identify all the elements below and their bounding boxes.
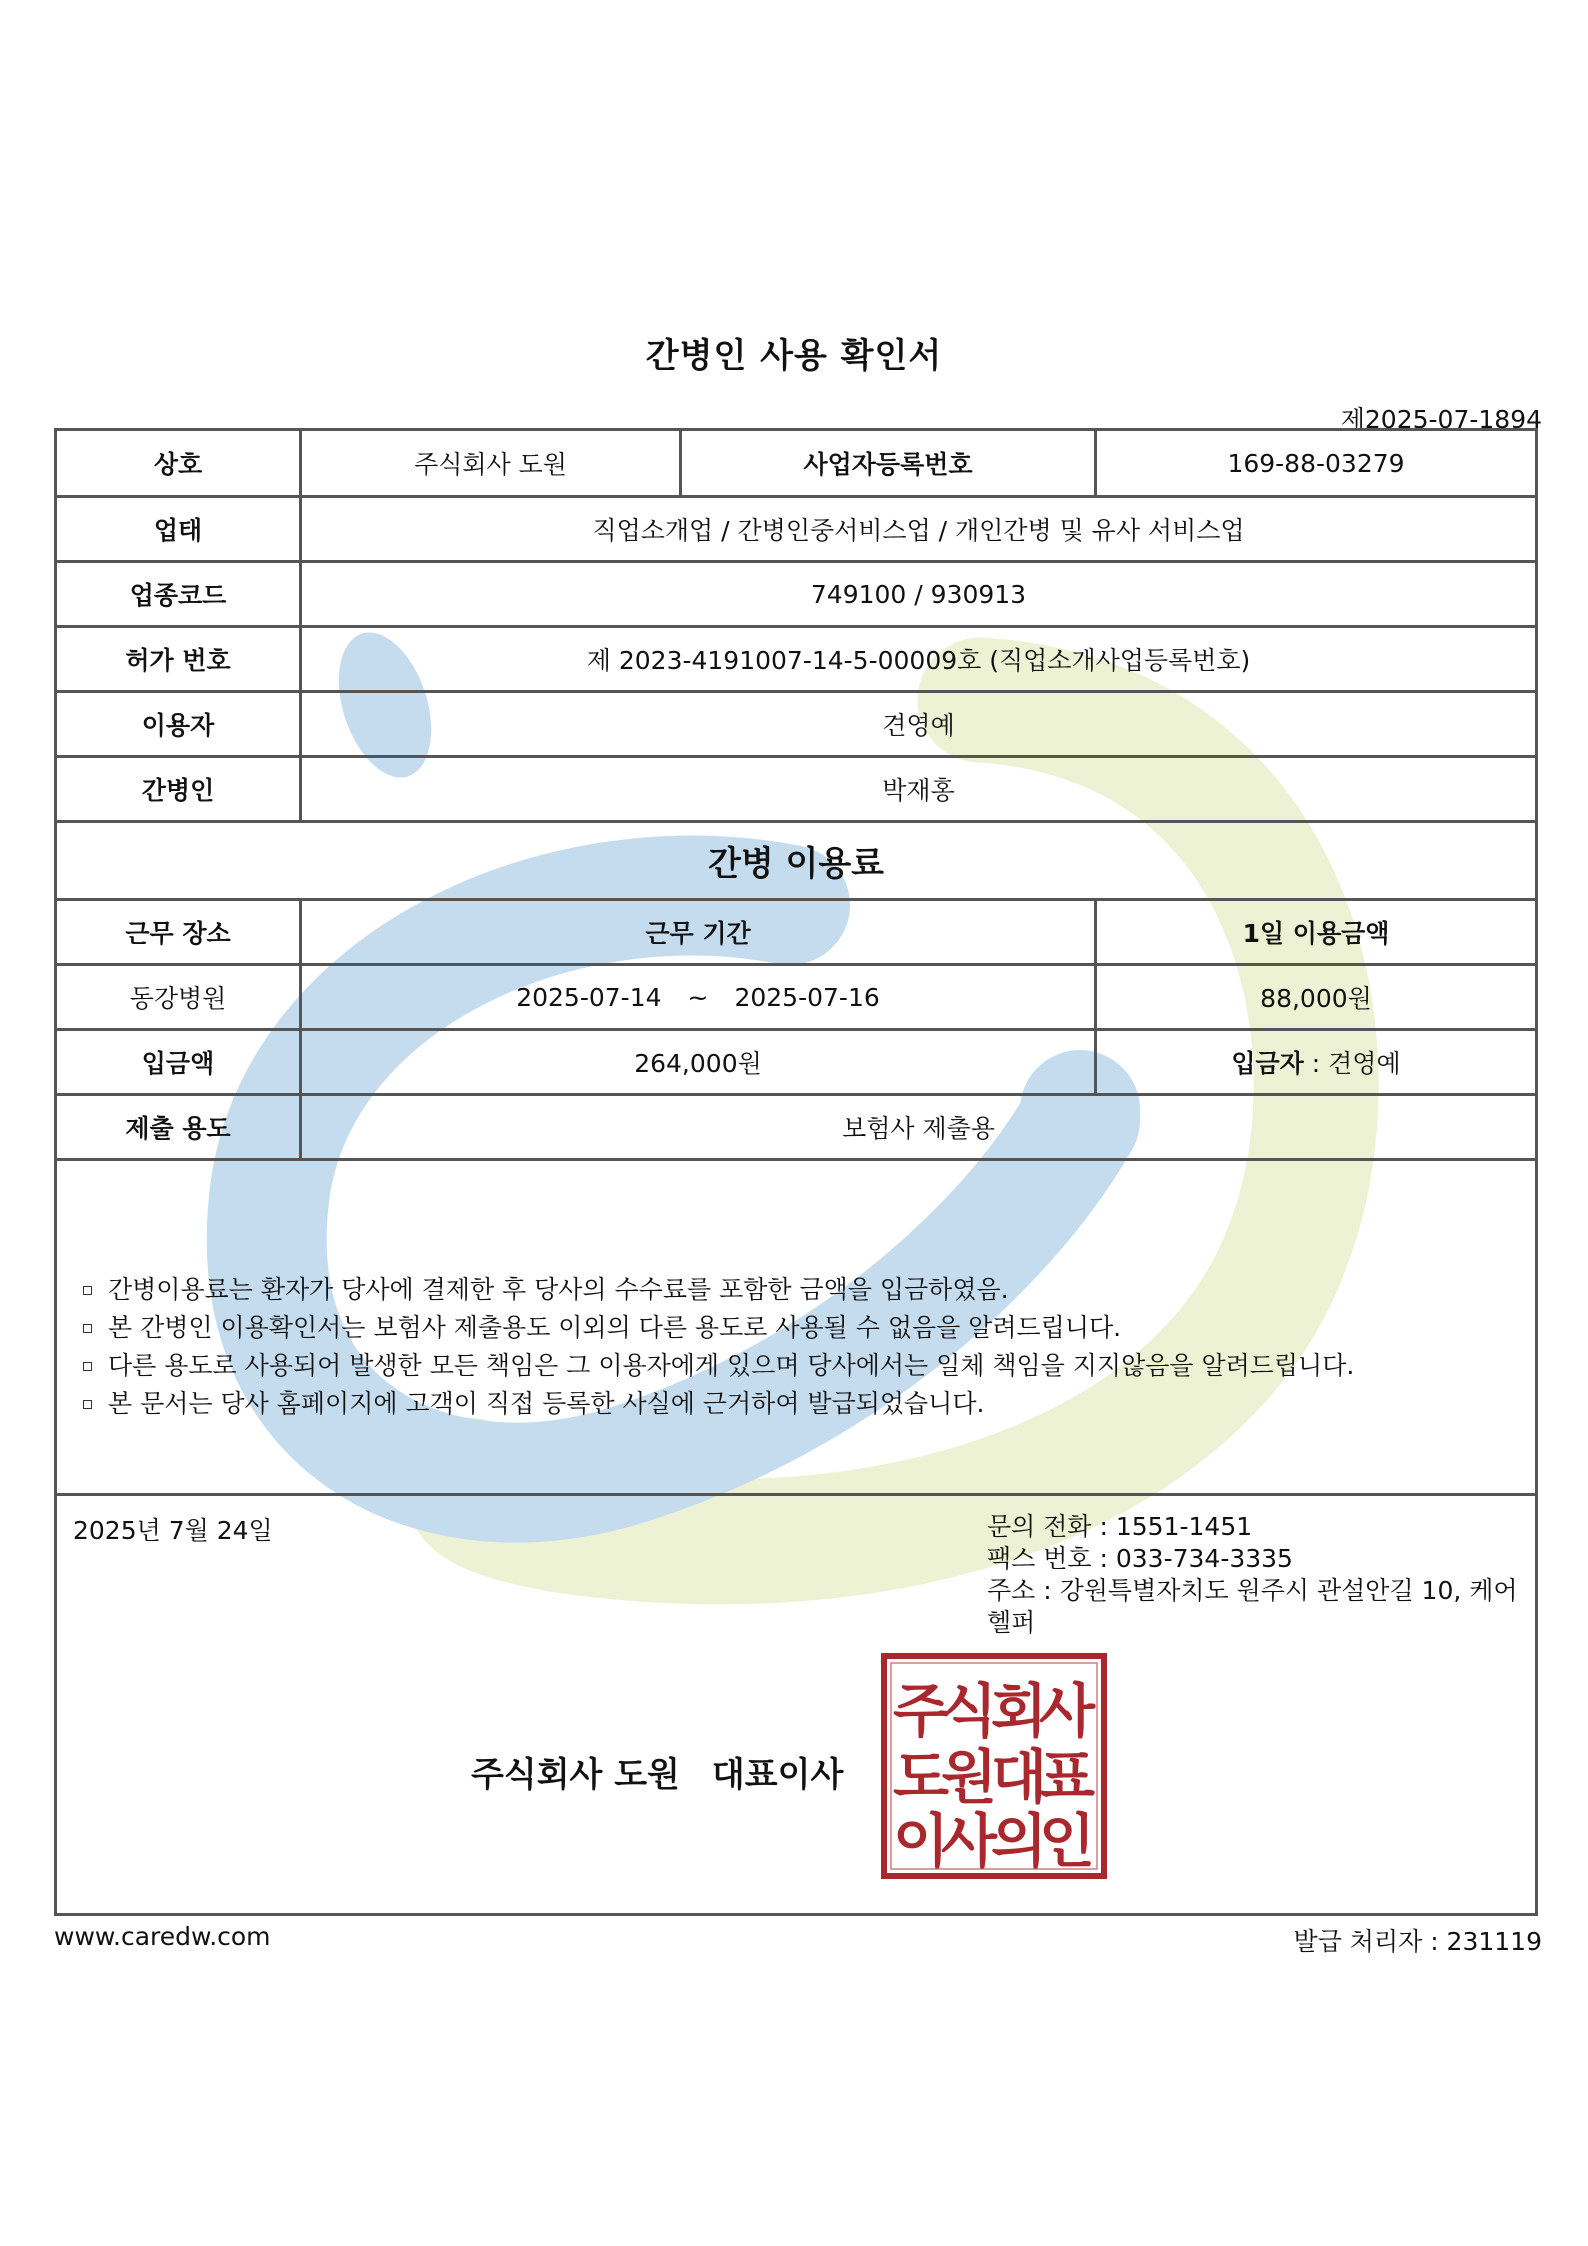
svg-text:의: 의 <box>990 1807 1048 1875</box>
note-text: 본 간병인 이용확인서는 보험사 제출용도 이외의 다른 용도로 사용될 수 없음을 알려드립니다. <box>108 1313 1122 1342</box>
svg-text:원: 원 <box>940 1743 998 1811</box>
company-name-value: 주식회사 도원 <box>302 431 682 498</box>
contact-info <box>987 1511 1535 1639</box>
note-item <box>77 1309 1497 1347</box>
industry-code-value: 749100 / 930913 <box>302 563 1535 628</box>
biz-reg-value: 169-88-03279 <box>1097 431 1535 498</box>
depositor-value: : 견영예 <box>1303 1049 1401 1078</box>
work-place-value: 동강병원 <box>57 966 302 1031</box>
issuer-company-name: 주식회사 도원 <box>471 1755 680 1795</box>
caregiver-label: 간병인 <box>57 758 302 823</box>
svg-text:회: 회 <box>990 1677 1048 1745</box>
issuer-id: 발급 처리자 : 231119 <box>1293 1927 1542 1956</box>
deposit-value: 264,000원 <box>302 1031 1097 1096</box>
svg-text:인: 인 <box>1038 1807 1096 1875</box>
company-name-label: 상호 <box>57 431 302 498</box>
square-bullet-icon <box>83 1362 92 1371</box>
caregiver-value: 박재홍 <box>302 758 1535 823</box>
document-title: 간병인 사용 확인서 <box>645 336 943 376</box>
note-text: 다른 용도로 사용되어 발생한 모든 책임은 그 이용자에게 있으며 당사에서는 일체 책임을 지지않음을 알려드립니다. <box>108 1351 1355 1380</box>
svg-text:이: 이 <box>892 1807 950 1875</box>
company-seal-stamp <box>881 1653 1107 1879</box>
biz-reg-label: 사업자등록번호 <box>682 431 1097 498</box>
note-text: 간병이용료는 환자가 당사에 결제한 후 당사의 수수료를 포함한 금액을 입금하였음. <box>108 1275 1009 1304</box>
svg-text:사: 사 <box>1038 1677 1096 1745</box>
square-bullet-icon <box>83 1400 92 1409</box>
phone-number: 문의 전화 : 1551-1451 <box>987 1512 1253 1541</box>
depositor <box>1097 1031 1535 1096</box>
period-end: 2025-07-16 <box>734 982 880 1012</box>
notes-list <box>77 1271 1497 1423</box>
user-label: 이용자 <box>57 693 302 758</box>
note-item <box>77 1385 1497 1423</box>
period-start: 2025-07-14 <box>516 982 662 1012</box>
period-separator: ~ <box>687 982 709 1012</box>
document-number: 제2025-07-1894 <box>1340 405 1542 434</box>
note-text: 본 문서는 당사 홈페이지에 고객이 직접 등록한 사실에 근거하여 발급되었습니다. <box>108 1389 985 1418</box>
business-type-value: 직업소개업 / 간병인중서비스업 / 개인간병 및 유사 서비스업 <box>302 498 1535 563</box>
svg-text:식: 식 <box>940 1677 998 1745</box>
address: 주소 : 강원특별자치도 원주시 관설안길 10, 케어헬퍼 <box>987 1576 1518 1637</box>
svg-text:도: 도 <box>892 1743 950 1811</box>
user-value: 견영예 <box>302 693 1535 758</box>
deposit-label: 입금액 <box>57 1031 302 1096</box>
work-place-label: 근무 장소 <box>57 901 302 966</box>
daily-amount-value: 88,000원 <box>1097 966 1535 1031</box>
svg-text:주: 주 <box>892 1677 950 1745</box>
square-bullet-icon <box>83 1324 92 1333</box>
section-divider <box>57 1493 1535 1496</box>
fee-section-title: 간병 이용료 <box>57 823 1535 901</box>
svg-text:표: 표 <box>1038 1743 1096 1811</box>
svg-text:사: 사 <box>940 1807 998 1875</box>
purpose-label: 제출 용도 <box>57 1096 302 1161</box>
issuer-signature <box>471 1747 843 1796</box>
note-item <box>77 1347 1497 1385</box>
work-period-label: 근무 기간 <box>302 901 1097 966</box>
issuer-ceo-title: 대표이사 <box>711 1755 844 1795</box>
fax-number: 팩스 번호 : 033-734-3335 <box>987 1544 1293 1573</box>
business-type-label: 업태 <box>57 498 302 563</box>
industry-code-label: 업종코드 <box>57 563 302 628</box>
permit-label: 허가 번호 <box>57 628 302 693</box>
work-period-value <box>302 966 1097 1031</box>
depositor-label: 입금자 <box>1231 1049 1304 1078</box>
note-item <box>77 1271 1497 1309</box>
svg-text:대: 대 <box>990 1743 1048 1811</box>
permit-value: 제 2023-4191007-14-5-00009호 (직업소개사업등록번호) <box>302 628 1535 693</box>
square-bullet-icon <box>83 1286 92 1295</box>
issue-date: 2025년 7월 24일 <box>73 1516 273 1545</box>
purpose-value: 보험사 제출용 <box>302 1096 1535 1161</box>
certificate-frame <box>54 428 1538 1916</box>
website-link[interactable]: www.caredw.com <box>54 1922 271 1951</box>
daily-amount-label: 1일 이용금액 <box>1097 901 1535 966</box>
